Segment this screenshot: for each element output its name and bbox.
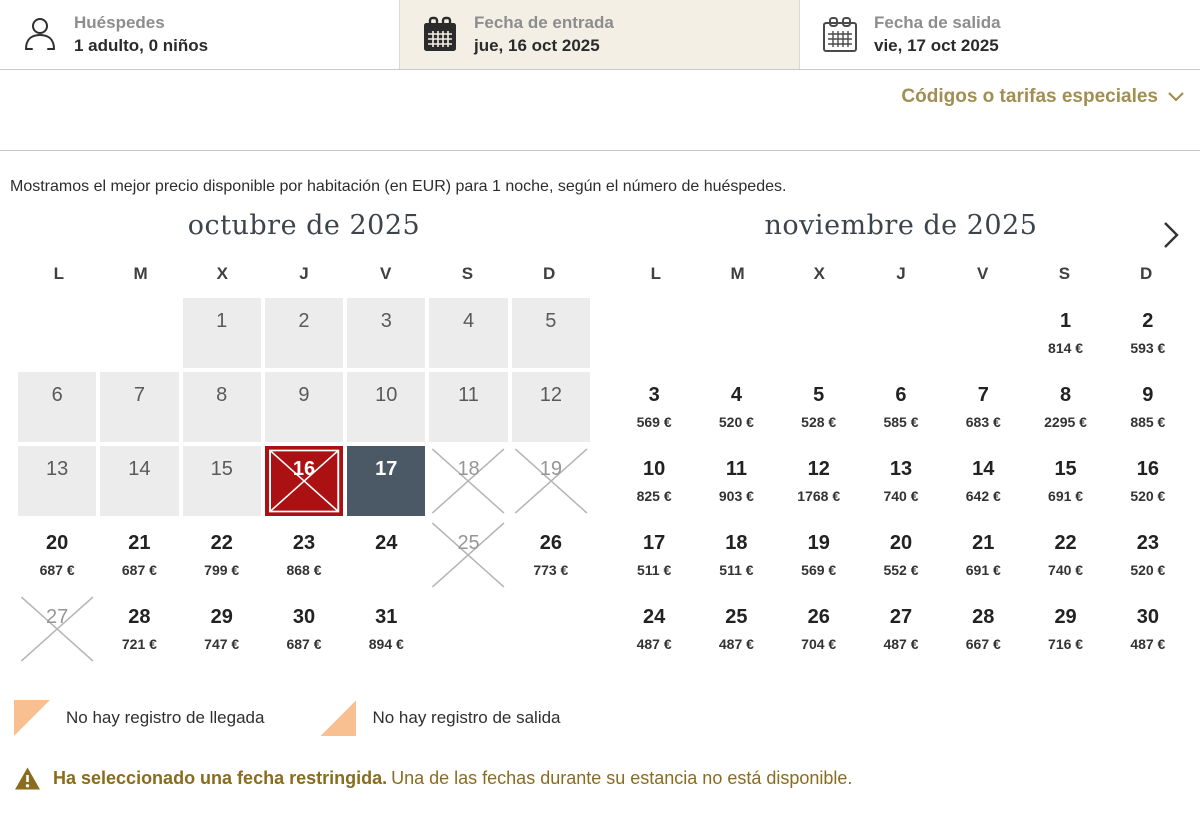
day-header-M: M xyxy=(730,264,745,283)
day-number: 18 xyxy=(457,458,480,480)
calendar-day-18 xyxy=(429,446,507,516)
calendar-day-24[interactable] xyxy=(615,594,693,664)
calendar-day-24[interactable] xyxy=(347,520,425,590)
calendar-day-23[interactable] xyxy=(1109,520,1187,590)
day-number: 27 xyxy=(46,606,69,628)
day-header-S: S xyxy=(1058,264,1071,283)
calendar-grid-november xyxy=(615,298,1187,664)
calendar-day-25 xyxy=(429,520,507,590)
calendar-day-9[interactable] xyxy=(1109,372,1187,442)
day-price: 487 € xyxy=(1130,636,1166,652)
empty-cell xyxy=(944,298,1022,368)
calendar-day-8 xyxy=(183,372,261,442)
day-number: 7 xyxy=(133,384,145,406)
calendar-day-8[interactable] xyxy=(1026,372,1104,442)
day-number: 6 xyxy=(895,384,907,406)
calendar-day-19[interactable] xyxy=(780,520,858,590)
warning-text: Una de las fechas durante su estancia no está disponible. xyxy=(391,768,853,788)
day-header-row xyxy=(615,264,1187,286)
day-number: 10 xyxy=(375,384,398,406)
calendar-day-4 xyxy=(429,298,507,368)
calendar-day-15 xyxy=(183,446,261,516)
day-number: 19 xyxy=(539,458,562,480)
calendar-day-1[interactable] xyxy=(1026,298,1104,368)
calendar-day-7[interactable] xyxy=(944,372,1022,442)
day-price: 814 € xyxy=(1048,340,1084,356)
no-checkout-triangle-icon xyxy=(320,700,356,736)
day-price: 1768 € xyxy=(797,488,841,504)
day-header-J: J xyxy=(896,264,906,283)
tab-checkin-label: Fecha de entrada xyxy=(474,13,614,33)
calendar-day-17[interactable] xyxy=(615,520,693,590)
day-price: 704 € xyxy=(801,636,837,652)
tab-guests[interactable] xyxy=(0,0,400,69)
day-header-D: D xyxy=(1140,264,1153,283)
day-header-M: M xyxy=(133,264,148,283)
day-number: 29 xyxy=(210,606,233,628)
calendar-day-21[interactable] xyxy=(100,520,178,590)
calendar-day-3 xyxy=(347,298,425,368)
day-header-L: L xyxy=(53,264,65,283)
day-number: 20 xyxy=(889,532,913,554)
warning-icon xyxy=(14,766,41,791)
day-number: 31 xyxy=(375,606,398,628)
calendar-outline-icon xyxy=(820,15,860,55)
tab-checkout-value: vie, 17 oct 2025 xyxy=(874,35,999,55)
day-price: 520 € xyxy=(1130,562,1166,578)
day-price: 585 € xyxy=(883,414,919,430)
calendar-day-27 xyxy=(18,594,96,664)
calendar-day-23[interactable] xyxy=(265,520,343,590)
calendar-day-6 xyxy=(18,372,96,442)
day-number: 27 xyxy=(889,606,913,628)
calendar-day-15[interactable] xyxy=(1026,446,1104,516)
day-header-L: L xyxy=(650,264,662,283)
day-number: 3 xyxy=(648,384,660,406)
day-number: 23 xyxy=(1136,532,1159,554)
month-title-november: noviembre de 2025 xyxy=(764,210,1038,241)
tab-guests-value: 1 adulto, 0 niños xyxy=(74,35,209,55)
calendar-day-16[interactable] xyxy=(1109,446,1187,516)
legend-item-no-checkin xyxy=(14,700,264,736)
day-number: 15 xyxy=(1054,458,1077,480)
day-price: 569 € xyxy=(636,414,672,430)
day-number: 10 xyxy=(643,458,666,480)
day-number: 5 xyxy=(813,384,825,406)
calendars xyxy=(18,210,1187,664)
special-codes-label: Códigos o tarifas especiales xyxy=(901,86,1158,107)
day-price: 520 € xyxy=(718,414,754,430)
day-price: 520 € xyxy=(1130,488,1166,504)
day-number: 25 xyxy=(725,606,748,628)
calendar-october xyxy=(18,210,590,664)
legend xyxy=(14,700,1200,736)
calendar-day-28[interactable] xyxy=(944,594,1022,664)
empty-cell xyxy=(512,594,590,664)
day-price: 721 € xyxy=(121,636,157,652)
calendar-day-7 xyxy=(100,372,178,442)
day-number: 15 xyxy=(210,458,233,480)
day-number: 20 xyxy=(46,532,69,554)
legend-label: No hay registro de salida xyxy=(372,708,561,727)
restricted-warning xyxy=(14,766,1200,791)
warning-bold-text: Ha seleccionado una fecha restringida. xyxy=(53,768,388,788)
calendar-day-21[interactable] xyxy=(944,520,1022,590)
calendar-day-20[interactable] xyxy=(862,520,940,590)
day-price: 740 € xyxy=(1048,562,1084,578)
day-price: 511 € xyxy=(719,562,754,578)
calendar-day-1 xyxy=(183,298,261,368)
calendar-day-10 xyxy=(347,372,425,442)
tab-checkin-value: jue, 16 oct 2025 xyxy=(474,35,600,55)
month-title-october: octubre de 2025 xyxy=(187,210,421,241)
calendar-day-11[interactable] xyxy=(697,446,775,516)
calendar-day-5 xyxy=(512,298,590,368)
day-price: 552 € xyxy=(883,562,919,578)
day-number: 11 xyxy=(725,458,747,480)
day-number: 25 xyxy=(457,532,480,554)
calendar-filled-icon xyxy=(420,15,460,55)
tab-checkout-date[interactable] xyxy=(800,0,1200,69)
no-checkin-triangle-icon xyxy=(14,700,50,736)
special-codes-link[interactable] xyxy=(901,86,1184,108)
calendar-day-14 xyxy=(100,446,178,516)
day-price: 528 € xyxy=(801,414,837,430)
day-number: 17 xyxy=(375,458,398,480)
day-number: 8 xyxy=(1060,384,1072,406)
day-number: 30 xyxy=(1136,606,1159,628)
day-number: 12 xyxy=(539,384,562,406)
day-number: 14 xyxy=(128,458,151,480)
day-price: 2295 € xyxy=(1044,414,1087,430)
day-price: 487 € xyxy=(636,636,672,652)
calendar-day-14[interactable] xyxy=(944,446,1022,516)
day-number: 11 xyxy=(458,384,479,406)
calendar-day-11 xyxy=(429,372,507,442)
day-number: 13 xyxy=(889,458,913,480)
day-number: 17 xyxy=(643,532,666,554)
day-number: 26 xyxy=(807,606,830,628)
day-price: 799 € xyxy=(204,562,240,578)
day-number: 9 xyxy=(298,384,310,406)
person-icon xyxy=(20,15,60,55)
day-number: 16 xyxy=(292,458,316,480)
day-header-X: X xyxy=(216,264,228,283)
empty-cell xyxy=(100,298,178,368)
day-header-D: D xyxy=(543,264,556,283)
calendar-day-25[interactable] xyxy=(697,594,775,664)
day-number: 21 xyxy=(972,532,995,554)
day-price: 773 € xyxy=(533,562,569,578)
day-number: 8 xyxy=(216,384,228,406)
calendar-day-13 xyxy=(18,446,96,516)
day-number: 21 xyxy=(128,532,151,554)
calendar-day-26[interactable] xyxy=(512,520,590,590)
day-number: 23 xyxy=(292,532,316,554)
calendar-day-16[interactable] xyxy=(265,446,343,516)
day-number: 16 xyxy=(1136,458,1159,480)
calendar-day-5[interactable] xyxy=(780,372,858,442)
day-number: 13 xyxy=(46,458,69,480)
day-number: 9 xyxy=(1142,384,1154,406)
chevron-down-icon xyxy=(1168,92,1184,102)
calendar-day-6[interactable] xyxy=(862,372,940,442)
calendar-day-30[interactable] xyxy=(265,594,343,664)
day-price: 593 € xyxy=(1130,340,1166,356)
day-header-J: J xyxy=(299,264,309,283)
price-info-text: Mostramos el mejor precio disponible por habitación (en EUR) para 1 noche, según el número de huéspedes. xyxy=(10,178,787,195)
empty-cell xyxy=(18,298,96,368)
day-number: 14 xyxy=(972,458,995,480)
calendar-day-19 xyxy=(512,446,590,516)
divider xyxy=(0,150,1200,151)
day-number: 30 xyxy=(292,606,316,628)
day-price: 569 € xyxy=(801,562,837,578)
calendar-day-9 xyxy=(265,372,343,442)
day-number: 28 xyxy=(128,606,151,628)
day-number: 22 xyxy=(210,532,233,554)
day-price: 894 € xyxy=(368,636,404,652)
day-header-row xyxy=(18,264,590,286)
next-month-button[interactable] xyxy=(1157,216,1185,257)
day-number: 4 xyxy=(463,310,475,332)
day-price: 825 € xyxy=(636,488,672,504)
empty-cell xyxy=(429,594,507,664)
day-price: 740 € xyxy=(883,488,919,504)
day-price: 687 € xyxy=(121,562,157,578)
empty-cell xyxy=(862,298,940,368)
day-number: 7 xyxy=(977,384,989,406)
day-number: 4 xyxy=(730,384,742,406)
day-number: 24 xyxy=(375,532,398,554)
calendar-day-17[interactable] xyxy=(347,446,425,516)
day-price: 642 € xyxy=(965,488,1001,504)
calendar-day-2[interactable] xyxy=(1109,298,1187,368)
day-header-X: X xyxy=(813,264,825,283)
legend-item-no-checkout xyxy=(320,700,560,736)
day-price: 691 € xyxy=(965,562,1001,578)
day-header-V: V xyxy=(977,264,989,283)
calendar-day-20[interactable] xyxy=(18,520,96,590)
calendar-day-3[interactable] xyxy=(615,372,693,442)
day-number: 2 xyxy=(298,310,310,332)
day-number: 18 xyxy=(725,532,748,554)
chevron-right-icon xyxy=(1161,220,1181,250)
day-number: 22 xyxy=(1054,532,1077,554)
calendar-grid-october xyxy=(18,298,590,664)
calendar-day-22[interactable] xyxy=(1026,520,1104,590)
day-number: 26 xyxy=(539,532,562,554)
day-number: 2 xyxy=(1142,310,1154,332)
calendar-day-4[interactable] xyxy=(697,372,775,442)
day-number: 6 xyxy=(51,384,63,406)
day-price: 487 € xyxy=(718,636,754,652)
day-price: 716 € xyxy=(1048,636,1084,652)
day-number: 1 xyxy=(216,310,228,332)
day-price: 903 € xyxy=(718,488,754,504)
calendar-day-12[interactable] xyxy=(780,446,858,516)
tabstrip xyxy=(0,0,1200,70)
calendar-day-18[interactable] xyxy=(697,520,775,590)
day-price: 868 € xyxy=(286,562,322,578)
calendar-day-29[interactable] xyxy=(1026,594,1104,664)
day-number: 29 xyxy=(1054,606,1077,628)
day-price: 511 € xyxy=(637,562,672,578)
empty-cell xyxy=(780,298,858,368)
tab-guests-label: Huéspedes xyxy=(74,13,165,33)
calendar-day-30[interactable] xyxy=(1109,594,1187,664)
day-header-S: S xyxy=(461,264,474,283)
day-header-V: V xyxy=(380,264,392,283)
day-number: 28 xyxy=(972,606,995,628)
calendar-day-22[interactable] xyxy=(183,520,261,590)
day-price: 747 € xyxy=(204,636,240,652)
calendar-day-2 xyxy=(265,298,343,368)
empty-cell xyxy=(615,298,693,368)
day-number: 12 xyxy=(807,458,830,480)
tab-checkin-date[interactable] xyxy=(400,0,800,69)
calendar-day-29[interactable] xyxy=(183,594,261,664)
calendar-day-31[interactable] xyxy=(347,594,425,664)
day-price: 487 € xyxy=(883,636,919,652)
day-number: 5 xyxy=(545,310,557,332)
calendar-day-13[interactable] xyxy=(862,446,940,516)
calendar-day-27[interactable] xyxy=(862,594,940,664)
day-price: 687 € xyxy=(39,562,75,578)
day-price: 687 € xyxy=(286,636,322,652)
calendar-day-26[interactable] xyxy=(780,594,858,664)
tab-checkout-label: Fecha de salida xyxy=(874,13,1001,33)
calendar-november xyxy=(615,210,1187,664)
calendar-day-12 xyxy=(512,372,590,442)
day-price: 691 € xyxy=(1048,488,1084,504)
day-number: 3 xyxy=(380,310,392,332)
day-number: 1 xyxy=(1060,310,1072,332)
calendar-day-28[interactable] xyxy=(100,594,178,664)
day-number: 24 xyxy=(643,606,666,628)
legend-label: No hay registro de llegada xyxy=(66,708,265,727)
day-price: 885 € xyxy=(1130,414,1166,430)
empty-cell xyxy=(697,298,775,368)
day-price: 683 € xyxy=(965,414,1001,430)
calendar-day-10[interactable] xyxy=(615,446,693,516)
day-price: 667 € xyxy=(965,636,1001,652)
codes-row xyxy=(0,70,1200,150)
day-number: 19 xyxy=(807,532,830,554)
